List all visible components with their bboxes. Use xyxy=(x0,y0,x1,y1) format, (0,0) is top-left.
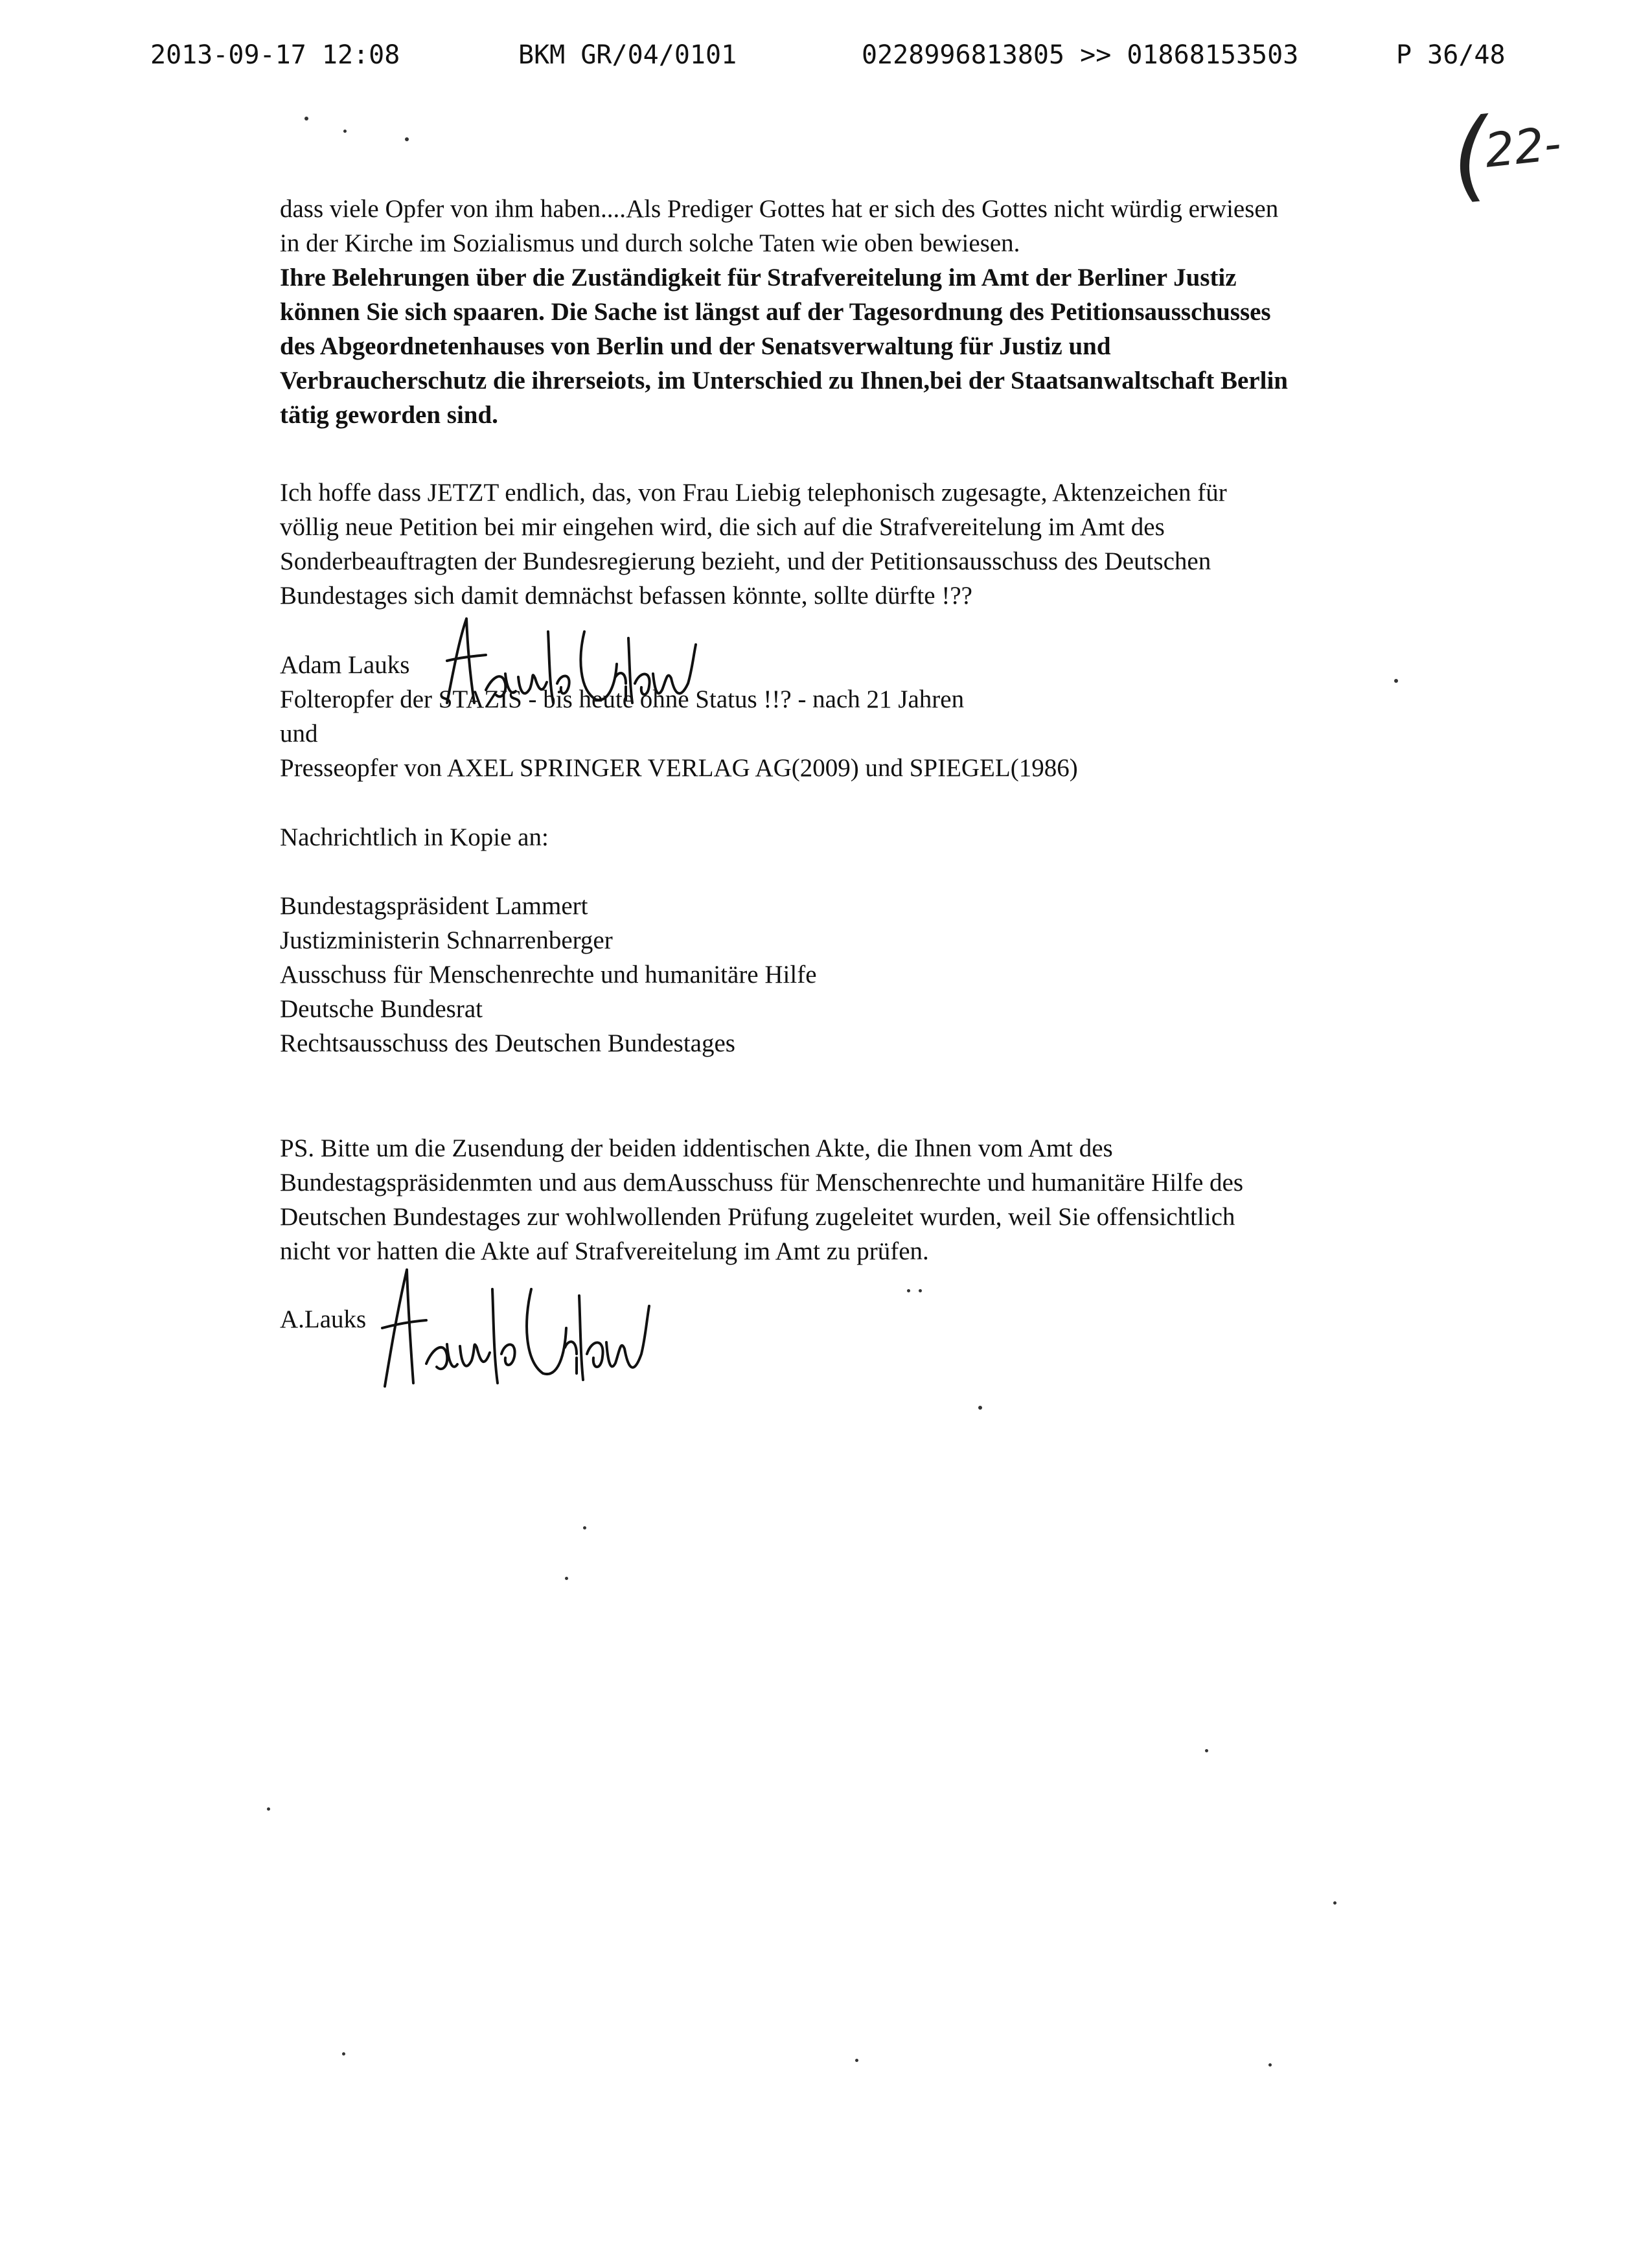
fax-station-id: BKM GR/04/0101 xyxy=(518,40,737,70)
scan-speck xyxy=(405,137,409,141)
postscript-line: PS. Bitte um die Zusendung der beiden iddentischen Akte, die Ihnen vom Amt des xyxy=(280,1134,1113,1162)
scan-speck xyxy=(1205,1749,1208,1752)
cc-recipient: Justizministerin Schnarrenberger xyxy=(280,926,613,954)
bold-line: tätig geworden sind. xyxy=(280,401,498,429)
scan-speck xyxy=(304,117,308,120)
intro-line: dass viele Opfer von ihm haben....Als Prediger Gottes hat er sich des Gottes nicht würdig erwiesen xyxy=(280,195,1279,223)
hope-line: Sonderbeauftragten der Bundesregierung bezieht, und der Petitionsausschuss des Deutschen xyxy=(280,547,1211,575)
closing-name: A.Lauks xyxy=(280,1305,367,1333)
scan-speck xyxy=(1268,2063,1272,2067)
cc-heading-block xyxy=(280,820,1498,854)
bold-line: Ihre Belehrungen über die Zuständigkeit für Strafvereitelung im Amt der Berliner Justiz xyxy=(280,264,1237,292)
handwritten-signature xyxy=(434,606,706,716)
fax-page-number: P 36/48 xyxy=(1396,40,1506,70)
scan-speck xyxy=(342,2052,345,2056)
fax-datetime: 2013-09-17 12:08 xyxy=(150,40,400,70)
scan-speck xyxy=(978,1406,982,1410)
handwritten-page-number: 22- xyxy=(1482,115,1564,178)
bold-line: können Sie sich spaaren. Die Sache ist längst auf der Tagesordnung des Petitionsausschusses xyxy=(280,298,1271,326)
postscript-line: Deutschen Bundestages zur wohlwollenden Prüfung zugeleitet wurden, weil Sie offensichtlich xyxy=(280,1203,1235,1231)
intro-line: in der Kirche im Sozialismus und durch solche Taten wie oben bewiesen. xyxy=(280,229,1020,257)
scan-speck xyxy=(855,2059,858,2062)
cc-recipient: Deutsche Bundesrat xyxy=(280,995,483,1023)
fax-header xyxy=(0,40,1652,79)
letter-body-intro xyxy=(280,192,1498,432)
sender-name: Adam Lauks xyxy=(280,651,410,679)
cc-recipient: Ausschuss für Menschenrechte und humanitäre Hilfe xyxy=(280,961,817,989)
sender-line: Folteropfer der STAZIS - bis heute ohne Status !!? - nach 21 Jahren xyxy=(280,685,965,713)
hope-line: Bundestages sich damit demnächst befassen könnte, sollte dürfte !?? xyxy=(280,582,972,610)
scan-speck xyxy=(565,1577,568,1580)
handwritten-parenthesis: ( xyxy=(1445,98,1495,214)
cc-heading: Nachrichtlich in Kopie an: xyxy=(280,823,549,851)
bold-line: Verbraucherschutz die ihrerseiots, im Unterschied zu Ihnen,bei der Staatsanwaltschaft Berlin xyxy=(280,367,1288,395)
scan-speck xyxy=(583,1526,586,1529)
cc-recipient-list xyxy=(280,889,1498,1060)
cc-recipient: Rechtsausschuss des Deutschen Bundestages xyxy=(280,1029,735,1057)
handwritten-signature xyxy=(371,1257,656,1393)
scan-speck xyxy=(1333,1901,1337,1905)
cc-recipient: Bundestagspräsident Lammert xyxy=(280,892,588,920)
scan-speck xyxy=(919,1289,922,1292)
scan-speck xyxy=(907,1289,910,1292)
scan-speck xyxy=(267,1807,270,1811)
postscript-block xyxy=(280,1131,1498,1268)
handwritten-page-mark xyxy=(1445,98,1566,214)
postscript-line: Bundestagspräsidenmten und aus demAusschuss für Menschenrechte und humanitäre Hilfe des xyxy=(280,1169,1244,1197)
letter-body-hope xyxy=(280,475,1498,613)
sender-line: und xyxy=(280,720,318,748)
bold-line: des Abgeordnetenhauses von Berlin und der Senatsverwaltung für Justiz und xyxy=(280,332,1111,360)
hope-line: völlig neue Petition bei mir eingehen wird, die sich auf die Strafvereitelung im Amt des xyxy=(280,513,1165,541)
sender-line: Presseopfer von AXEL SPRINGER VERLAG AG(2009) und SPIEGEL(1986) xyxy=(280,754,1078,782)
postscript-line: nicht vor hatten die Akte auf Strafvereitelung im Amt zu prüfen. xyxy=(280,1237,929,1265)
hope-line: Ich hoffe dass JETZT endlich, das, von Frau Liebig telephonisch zugesagte, Aktenzeichen für xyxy=(280,479,1227,507)
scan-speck xyxy=(343,130,347,133)
fax-phone-numbers: 0228996813805 >> 01868153503 xyxy=(862,40,1299,70)
